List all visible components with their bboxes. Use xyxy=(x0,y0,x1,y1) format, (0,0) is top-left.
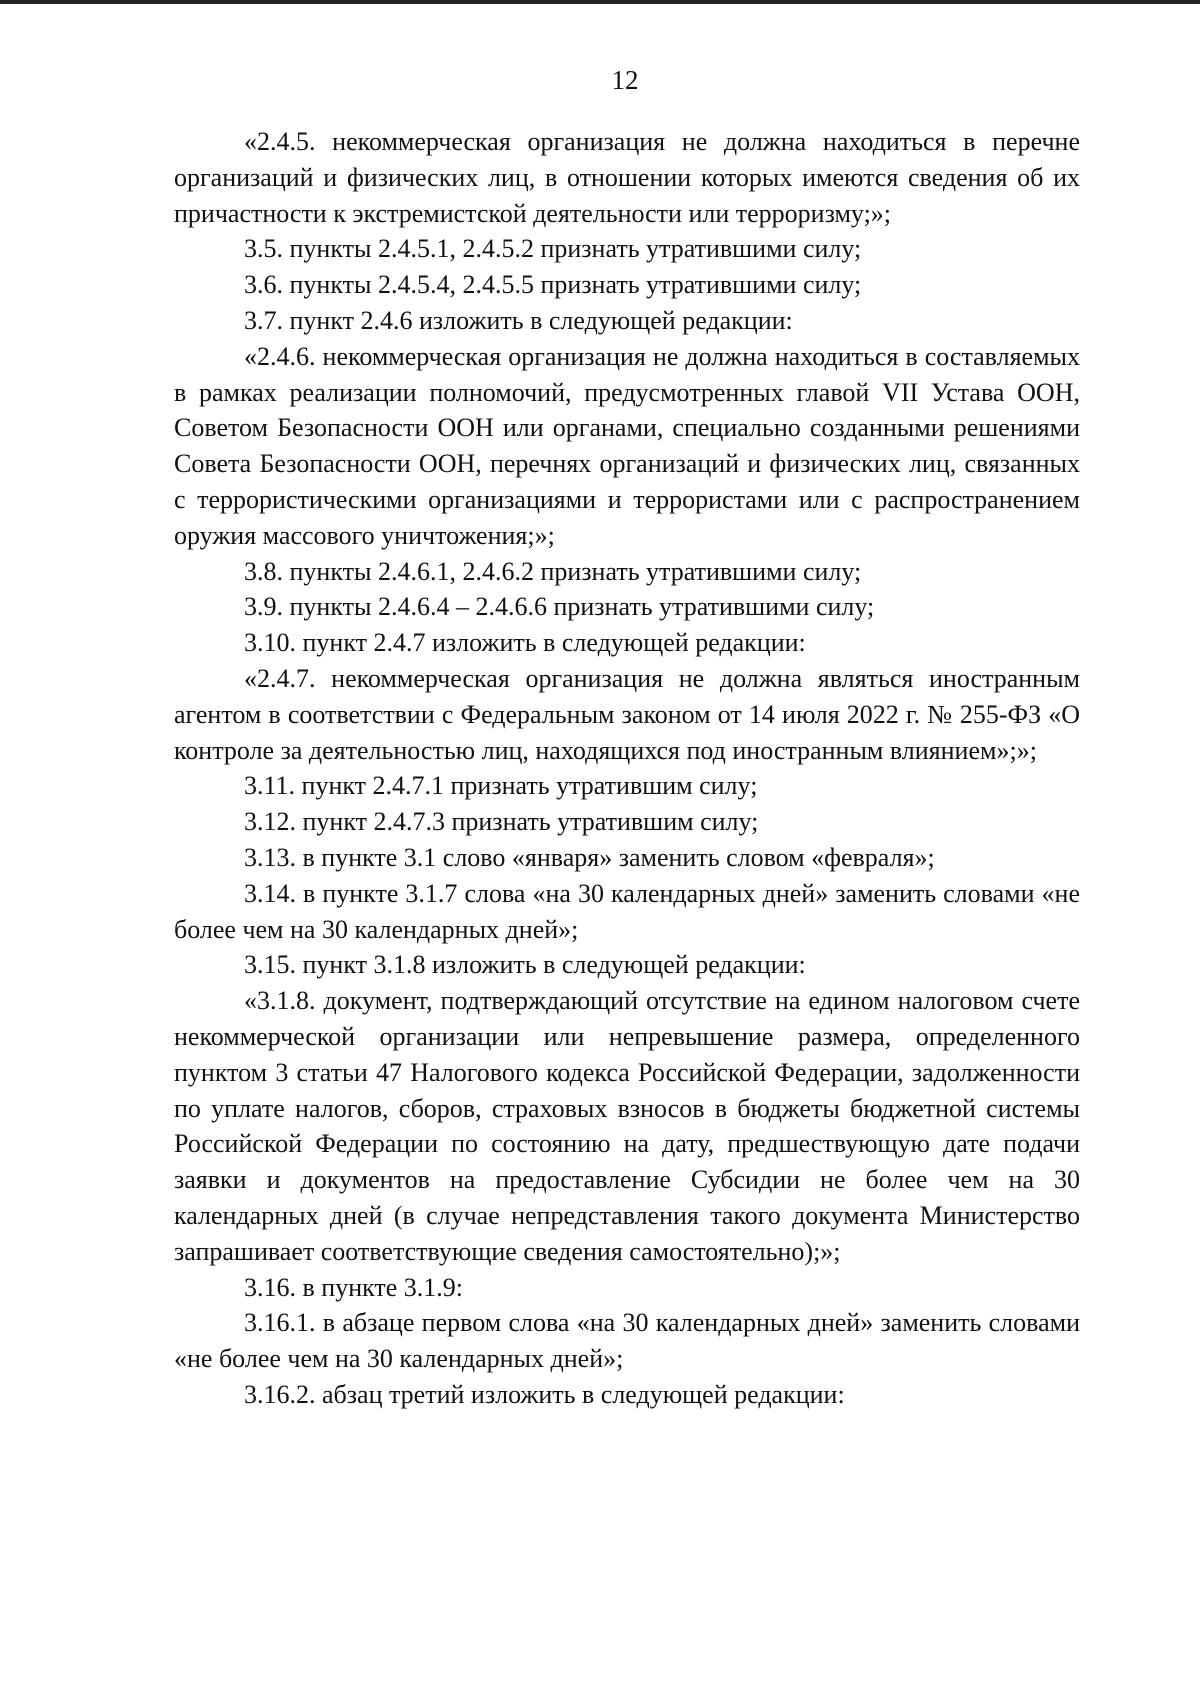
paragraph: 3.16. в пункте 3.1.9: xyxy=(244,1272,464,1302)
paragraph: 3.16.1. в абзаце первом слова «на 30 календарных дней» заменить словами «не более чем на 30 календарных дней»; xyxy=(174,1308,1080,1374)
paragraph: 3.11. пункт 2.4.7.1 признать утратившим силу; xyxy=(244,771,758,801)
paragraph: 3.10. пункт 2.4.7 изложить в следующей редакции: xyxy=(244,628,806,658)
paragraph: 3.5. пункты 2.4.5.1, 2.4.5.2 признать утратившими силу; xyxy=(244,234,862,264)
page-top-edge xyxy=(0,0,1200,4)
paragraph: 3.16.2. абзац третий изложить в следующей редакции: xyxy=(244,1379,845,1409)
paragraph: 3.13. в пункте 3.1 слово «января» заменить словом «февраля»; xyxy=(244,842,935,872)
paragraph: 3.6. пункты 2.4.5.4, 2.4.5.5 признать утратившими силу; xyxy=(244,270,862,300)
paragraph: «2.4.7. некоммерческая организация не должна являться иностранным агентом в соответствии с Федеральным законом от 14 июля 2022 г. № 255-ФЗ «О контроле за деятельностью лиц, находящихся под иностранным влиянием»;»; xyxy=(174,663,1080,765)
paragraph: «2.4.6. некоммерческая организация не должна находиться в составляемых в рамках реализации полномочий, предусмотренных главой VII Устава ООН, Советом Безопасности ООН или органами, специально созданными решениями Совета Безопасности ООН, перечнях организаций и физических лиц, связанных с террористическими организациями и террористами или с распространением оружия массового уничтожения;»; xyxy=(174,341,1080,550)
paragraph: «2.4.5. некоммерческая организация не должна находиться в перечне организаций и физических лиц, в отношении которых имеются сведения об их причастности к экстремистской деятельности или терроризму;»; xyxy=(174,127,1080,228)
paragraph: 3.12. пункт 2.4.7.3 признать утратившим силу; xyxy=(244,807,759,837)
paragraph: «3.1.8. документ, подтверждающий отсутствие на едином налоговом счете некоммерческой организации или непревышение размера, определенного пунктом 3 статьи 47 Налогового кодекса Российской Федерации, задолженности по уплате налогов, сборов, страховых взносов в бюджеты бюджетной системы Российской Федерации по состоянию на дату, предшествующую дате подачи заявки и документов на предоставление Субсидии не более чем на 30 календарных дней (в случае непредставления такого документа Министерство запрашивает соответствующие сведения самостоятельно);»; xyxy=(174,986,1080,1266)
paragraph: 3.15. пункт 3.1.8 изложить в следующей редакции: xyxy=(244,950,806,980)
paragraph: 3.14. в пункте 3.1.7 слова «на 30 календарных дней» заменить словами «не более чем на 30 календарных дней»; xyxy=(174,878,1080,944)
paragraph: 3.8. пункты 2.4.6.1, 2.4.6.2 признать утратившими силу; xyxy=(244,556,862,586)
paragraph: 3.7. пункт 2.4.6 изложить в следующей редакции: xyxy=(244,305,793,335)
paragraph: 3.9. пункты 2.4.6.4 – 2.4.6.6 признать утратившими силу; xyxy=(244,592,875,622)
document-body xyxy=(174,124,1080,1413)
page-number: 12 xyxy=(611,65,639,95)
